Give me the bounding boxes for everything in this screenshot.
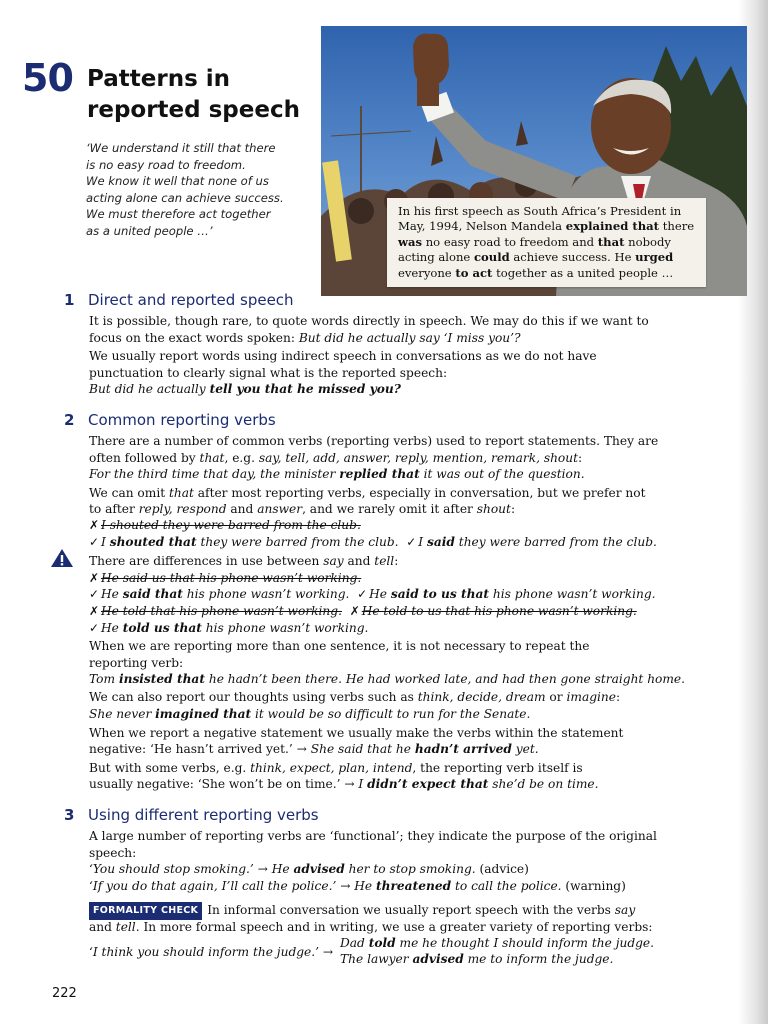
- text: , the reporting verb itself is: [412, 761, 583, 775]
- struck-example: I shouted they were barred from the club.: [101, 518, 361, 532]
- caption-bold: could: [473, 250, 510, 265]
- example-italic: He: [101, 621, 123, 635]
- check-icon: ✓: [89, 587, 100, 601]
- text-italic: think, expect, plan, intend: [250, 761, 413, 775]
- body-line: [89, 828, 657, 844]
- example-line: [89, 878, 626, 894]
- text: (advice): [475, 862, 529, 876]
- example-italic: He: [101, 587, 123, 601]
- example-bold: hadn’t arrived: [414, 742, 512, 756]
- text: usually negative: ‘She won’t be on time.’: [89, 777, 345, 791]
- example-bold: told us that: [122, 621, 202, 635]
- text: We can omit: [89, 486, 169, 500]
- text-italic: say, tell, add, answer, reply, mention, remark, shout: [258, 451, 579, 465]
- example-italic: to call the police.: [451, 879, 562, 893]
- correct-example: [89, 534, 657, 550]
- example-italic: For the third time that day, the minister: [89, 467, 340, 481]
- caption-text: In his first speech as South Africa’s President in: [398, 204, 682, 218]
- check-icon: ✓: [89, 535, 100, 549]
- incorrect-example: [89, 570, 361, 586]
- example-bold: advised: [412, 952, 464, 966]
- text: reporting verb:: [89, 656, 184, 670]
- example-italic: I: [101, 535, 110, 549]
- text: negative: ‘He hasn’t arrived yet.’: [89, 742, 297, 756]
- text: But with some verbs, e.g.: [89, 761, 251, 775]
- caption-text: nobody: [624, 234, 671, 249]
- caption-text: together as a united people …: [492, 265, 674, 280]
- text: In informal conversation we usually report speech with the verbs: [207, 903, 615, 917]
- example-italic: it would be so difficult to run for the Senate.: [251, 707, 531, 721]
- section-title: Common reporting verbs: [88, 411, 276, 429]
- example-bold: told: [368, 936, 396, 950]
- caption-text: acting alone: [398, 250, 474, 265]
- example-bold: advised: [293, 862, 345, 876]
- caption-line: [398, 204, 698, 219]
- unit-title: [87, 64, 317, 126]
- caption-text: May, 1994, Nelson Mandela: [398, 219, 566, 234]
- example-italic: She never: [89, 707, 156, 721]
- body-line: [89, 365, 447, 381]
- example-italic: yet.: [511, 742, 539, 756]
- text-italic: tell: [115, 920, 136, 934]
- body-line: [89, 433, 658, 449]
- example-bold: tell you that he missed you?: [209, 382, 401, 396]
- example-italic: her to stop smoking.: [344, 862, 476, 876]
- unit-title-line-1: Patterns in: [87, 66, 231, 92]
- example-italic: ‘I think you should inform the judge.’: [89, 945, 323, 959]
- text: There are differences in use between: [89, 554, 324, 568]
- struck-example: He told that his phone wasn’t working.: [101, 604, 342, 618]
- example-italic: his phone wasn’t working.: [489, 587, 656, 601]
- text: often followed by: [89, 451, 200, 465]
- caption-text: achieve success. He: [509, 250, 636, 265]
- example-bold: replied that: [339, 467, 420, 481]
- example-line: [340, 951, 613, 967]
- section-title: Direct and reported speech: [88, 291, 294, 309]
- text: When we report a negative statement we usually make the verbs within the statement: [89, 726, 624, 740]
- section-title: Using different reporting verbs: [88, 806, 319, 824]
- unit-number: 50: [22, 56, 73, 100]
- example-line: [89, 671, 685, 687]
- example-italic: me to inform the judge.: [463, 952, 614, 966]
- example-italic: he hadn’t been there. He had worked late, and had then gone straight home.: [204, 672, 686, 686]
- text: , e.g.: [224, 451, 259, 465]
- text-italic: that: [199, 451, 225, 465]
- text-italic: say: [323, 554, 344, 568]
- formality-check-badge: FORMALITY CHECK: [89, 902, 202, 920]
- body-line: [89, 760, 583, 776]
- section-3-heading: [64, 806, 664, 824]
- example-line: [89, 706, 530, 722]
- example-italic: But did he actually say ‘I miss you’?: [298, 331, 521, 345]
- cross-icon: ✗: [89, 604, 100, 618]
- example-italic: Tom: [89, 672, 119, 686]
- body-line: [89, 485, 645, 501]
- cross-icon: ✗: [89, 571, 100, 585]
- example-italic: She said that he: [306, 742, 415, 756]
- cross-icon: ✗: [89, 518, 100, 532]
- example-italic: it was out of the question.: [419, 467, 585, 481]
- text: :: [394, 554, 399, 568]
- example-bold: threatened: [376, 879, 452, 893]
- body-line: [89, 638, 590, 654]
- caption-bold: explained that: [565, 219, 660, 234]
- text-italic: shout: [476, 502, 511, 516]
- caption-bold: that: [597, 234, 625, 249]
- example-italic: He: [267, 862, 294, 876]
- caption-bold: urged: [635, 250, 674, 265]
- example-line: [89, 381, 401, 397]
- example-italic: his phone wasn’t working.: [201, 621, 369, 635]
- caption-text: no easy road to freedom and: [422, 234, 598, 249]
- body-line: [89, 741, 539, 757]
- formality-check-line: [89, 902, 635, 920]
- example-bold: imagined that: [155, 707, 252, 721]
- section-2-heading: [64, 411, 664, 429]
- text: :: [615, 690, 621, 704]
- example-bold: didn’t expect that: [367, 777, 489, 791]
- quote-line: ‘We understand it still that there: [86, 141, 276, 155]
- text: When we are reporting more than one sentence, it is not necessary to repeat the: [89, 639, 590, 653]
- text: focus on the exact words spoken:: [89, 331, 299, 345]
- example-italic: his phone wasn’t working.: [182, 587, 350, 601]
- example-italic: me he thought I should inform the judge.: [395, 936, 655, 950]
- example-italic: ‘If you do that again, I’ll call the police.’: [89, 879, 341, 893]
- text: :: [578, 451, 583, 465]
- example-line: [89, 944, 333, 960]
- body-line: [89, 689, 620, 705]
- caption-line: [398, 250, 698, 265]
- arrow-icon: →: [257, 862, 268, 876]
- body-line: [89, 330, 521, 346]
- example-bold: insisted that: [118, 672, 205, 686]
- quote-line: We know it well that none of us: [86, 174, 269, 189]
- caption-bold: was: [398, 234, 423, 249]
- example-italic: she’d be on time.: [488, 777, 599, 791]
- text: (warning): [561, 879, 626, 893]
- quote-line: We must therefore act together: [86, 207, 271, 222]
- body-line: [89, 845, 136, 861]
- body-line: [89, 450, 582, 466]
- text: . In more formal speech and in writing, we use a greater variety of reporting verbs:: [135, 920, 653, 934]
- caption-text: there: [659, 219, 695, 234]
- text: A large number of reporting verbs are ‘functional’; they indicate the purpose of the original: [89, 829, 657, 843]
- struck-example: He told to us that his phone wasn’t working.: [361, 604, 637, 618]
- caption-line: [398, 235, 698, 250]
- quote-line: as a united people …’: [86, 223, 213, 238]
- section-number: 1: [64, 291, 75, 309]
- incorrect-example: [89, 603, 637, 619]
- text-italic: think, decide, dream: [417, 690, 546, 704]
- text: We usually report words using indirect speech in conversations as we do not have: [89, 349, 597, 363]
- text: after most reporting verbs, especially in conversation, but we prefer not: [193, 486, 646, 500]
- arrow-icon: →: [322, 945, 334, 959]
- body-line: [89, 501, 515, 517]
- text-italic: say: [614, 903, 636, 917]
- text-italic: that: [169, 486, 194, 500]
- incorrect-example: [89, 517, 361, 533]
- correct-example: [89, 620, 368, 636]
- text: We can also report our thoughts using verbs such as: [89, 690, 418, 704]
- section-number: 2: [64, 411, 75, 429]
- text-italic: tell: [374, 554, 395, 568]
- mandela-quote: [86, 140, 306, 240]
- arrow-icon: →: [296, 742, 307, 756]
- cross-icon: ✗: [349, 604, 360, 618]
- unit-title-line-2: reported speech: [87, 97, 300, 123]
- example-italic: ‘You should stop smoking.’: [89, 862, 258, 876]
- text-italic: answer: [257, 502, 303, 516]
- warning-icon: [50, 548, 74, 568]
- text: and: [226, 502, 258, 516]
- example-bold: shouted that: [109, 535, 197, 549]
- check-icon: ✓: [357, 587, 368, 601]
- example-italic: I: [354, 777, 368, 791]
- body-line: [89, 776, 599, 792]
- example-italic: I: [418, 535, 427, 549]
- check-icon: ✓: [406, 535, 417, 549]
- example-line: [89, 861, 529, 877]
- example-italic: they were barred from the club.: [196, 535, 399, 549]
- text: to after: [89, 502, 139, 516]
- body-line: [89, 313, 649, 329]
- caption-line: [398, 219, 698, 234]
- text: , and we rarely omit it after: [302, 502, 477, 516]
- text: and: [343, 554, 375, 568]
- text: or: [545, 690, 567, 704]
- check-icon: ✓: [89, 621, 100, 635]
- section-1-heading: [64, 291, 664, 309]
- struck-example: He said us that his phone wasn’t working.: [101, 571, 362, 585]
- page-number: 222: [52, 986, 77, 1001]
- text-italic: reply, respond: [138, 502, 227, 516]
- example-line: [340, 935, 654, 951]
- text: punctuation to clearly signal what is the reported speech:: [89, 366, 448, 380]
- arrow-icon: →: [344, 777, 355, 791]
- caption-bold: to act: [455, 265, 493, 280]
- body-line: [89, 919, 653, 935]
- text: and: [89, 920, 116, 934]
- example-bold: said to us that: [390, 587, 490, 601]
- caption-line: [398, 266, 698, 281]
- body-line: [89, 553, 398, 569]
- example-line: [89, 466, 585, 482]
- example-bold: said that: [122, 587, 183, 601]
- example-italic: they were barred from the club.: [454, 535, 657, 549]
- text: :: [510, 502, 516, 516]
- correct-example: [89, 586, 656, 602]
- example-bold: said: [427, 535, 455, 549]
- quote-line: acting alone can achieve success.: [86, 190, 284, 205]
- text: speech:: [89, 846, 137, 860]
- caption-text: everyone: [398, 265, 456, 280]
- body-line: [89, 655, 183, 671]
- example-italic: He: [369, 587, 391, 601]
- example-italic: But did he actually: [89, 382, 210, 396]
- example-italic: He: [350, 879, 377, 893]
- text: It is possible, though rare, to quote words directly in speech. We may do this if we want to: [89, 314, 649, 328]
- section-number: 3: [64, 806, 75, 824]
- body-line: [89, 348, 597, 364]
- photo-caption: [387, 198, 706, 287]
- example-italic: The lawyer: [340, 952, 413, 966]
- text: There are a number of common verbs (reporting verbs) used to report statements. They are: [89, 434, 659, 448]
- quote-line: is no easy road to freedom.: [86, 157, 246, 172]
- body-line: [89, 725, 623, 741]
- text-italic: imagine: [566, 690, 616, 704]
- example-italic: Dad: [340, 936, 369, 950]
- arrow-icon: →: [340, 879, 351, 893]
